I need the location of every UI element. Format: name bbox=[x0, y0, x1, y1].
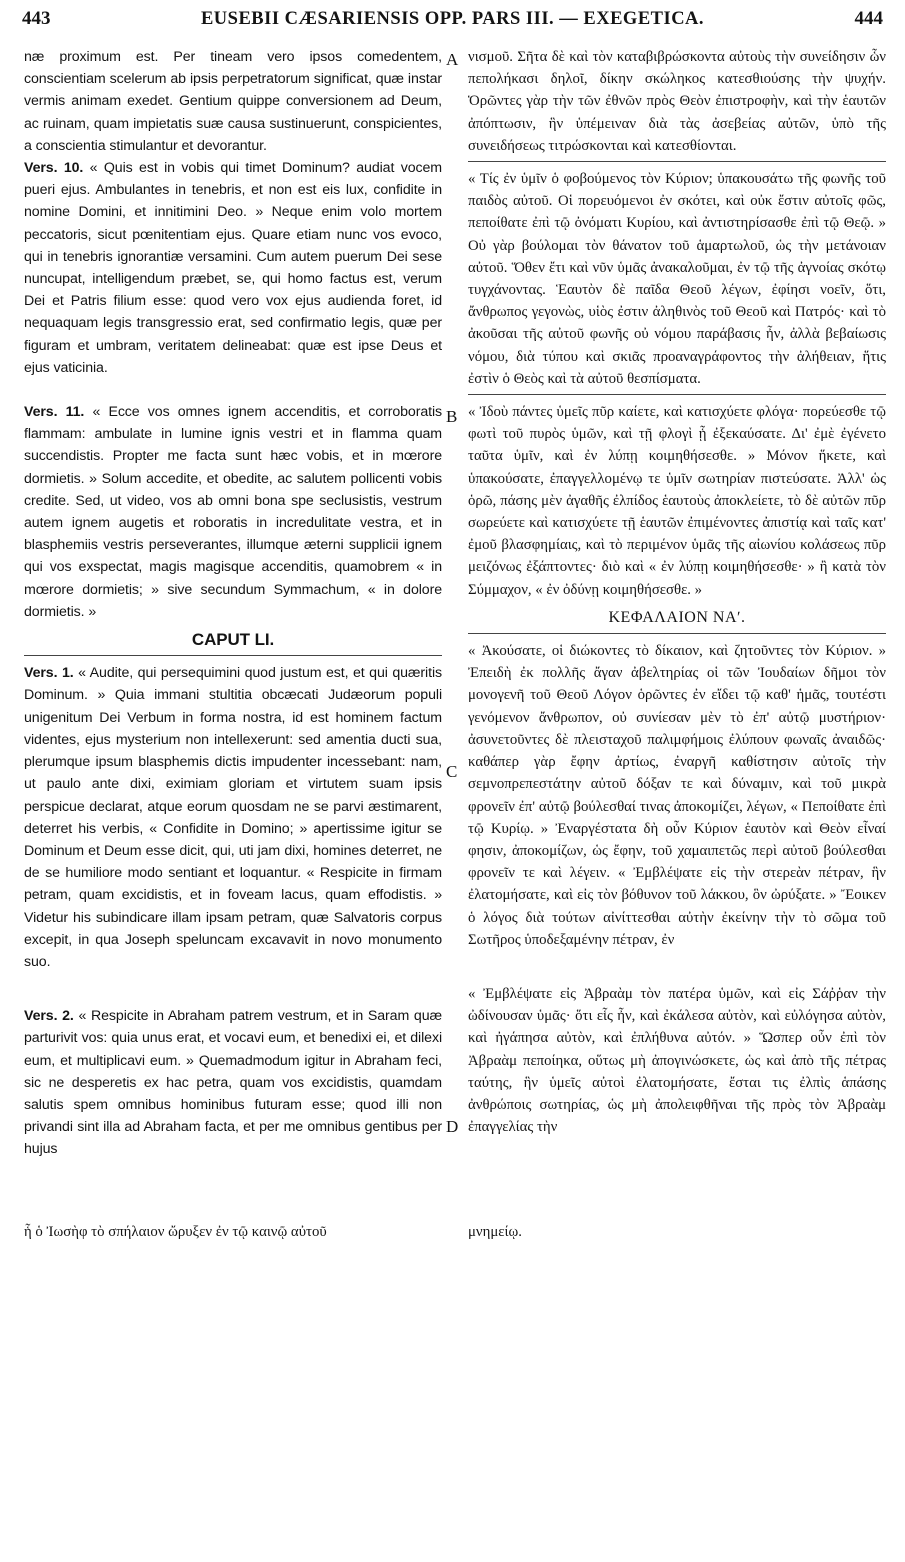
latin-paragraph: næ proximum est. Per tineam vero ipsos comedentem, conscientiam scelerum ab ipsis perpetratorum significat, quæ instar vermis animam exedet. Gentium quippe conversionem ad Deum, ac ruinam, quam impietatis suæ causa sustinuerunt, conspicientes, a conscientia stimulantur et devorantur. bbox=[24, 49, 442, 154]
latin-text: « Quis est in vobis qui timet Dominum? audiat vocem pueri ejus. Ambulantes in tenebris, et non est eis lux, confidite in nomine Domini, et innitimini Deo. » Neque enim volo mortem peccatoris, sicut pœnitentiam ejus. Quare etiam nunc vos evoco, qui in tenebris ignorantiæ versamini. Cum autem puerum Dei sese nuncupat, intelligendum præbet, se, qui homo factus est, verum Dei et Patris filium esse: quod vero vox ejus audienda foret, id nequaquam legis transgressio erat, sed confirmatio legis, quæ per figuram et umbram, veritatem delineabat: quæ est ipse Deus et ejus vaticinia. bbox=[24, 160, 442, 376]
verse-label: Vers. 11. bbox=[24, 404, 85, 421]
latin-text: « Ecce vos omnes ignem accenditis, et corroboratis flammam: ambulate in lumine ignis vestri et in flamma quam succendistis. Propter me facta sunt hæc vobis, et in mœrore dormietis. » Solum accedite, et obedite, ac salutem pollicenti vobis credite. Sed, ut video, vos ab omni bona spe seclusistis, vestrum autem ignem augetis et roboratis in incredulitate vestra, et in blasphemiis vestris perseverantes, illumque æterni supplicii ignem qui vos exspectat, magis magisque accenditis, quamobrem « in mœrore dormietis; » sive secundum Symmachum, « in dolore dormietis. » bbox=[24, 404, 442, 620]
left-page-number: 443 bbox=[22, 8, 51, 29]
latin-paragraph-vers-10 bbox=[24, 157, 442, 379]
verse-label: Vers. 10. bbox=[24, 160, 84, 177]
latin-paragraph-vers-11 bbox=[24, 401, 442, 623]
divider bbox=[468, 394, 886, 395]
greek-column bbox=[468, 46, 886, 1558]
latin-text: « Audite, qui persequimini quod justum est, et qui quæritis Dominum. » Quia immani stultitia obcæcati Judæorum populi unigenitum Dei Verbum in forma nostra, id est hominem factum videntes, ejus mysterium non intellexerunt: sed amentia ducti sua, plerumque ipsum blasphemis dictis impudenter incessebant: nam, ut paulo ante dixi, eximiam gloriam et virtutem suam ipsis perspicue declarat, atque eorum quosdam ne se parvi æstimarent, deterret his verbis, « Confidite in Domino; » apertissime igitur se Dominum et Deum esse dicit, qui, uti jam dixi, homines deterret, ne de se humiliore modo sentiant et loquantur. « Respicite in firmam petram, quam excidistis, et in foveam lacus, quam effodistis. » Videtur his subindicare illam ipsam petram, quæ Salvatoris corpus excepit, in qua Joseph speluncam excavavit in novo monumento suo. bbox=[24, 665, 442, 970]
caput-heading: CAPUT LI. bbox=[191, 630, 275, 650]
latin-paragraph-vers-1 bbox=[24, 662, 442, 973]
latin-paragraph-vers-2 bbox=[24, 1005, 442, 1160]
running-title: EUSEBII CÆSARIENSIS OPP. PARS III. — EXEGETICA. bbox=[200, 9, 705, 29]
right-page-number: 444 bbox=[854, 8, 883, 29]
greek-paragraph: « Ἀκούσατε, οἱ διώκοντες τὸ δίκαιον, καὶ ζητοῦντες τὸν Κύριον. » Ἐπειδὴ ἐκ πολλῆς ἄγαν ἀβελτηρίας οἱ τῶν Ἰουδαίων δῆμοι τὸν μονογενῆ τοῦ Θεοῦ Λόγον ὁρῶντες ἐν εἴδει τῷ καθ' ἡμᾶς, τουτέστι γενόμενον ἄνθρωπον, οὐ συνίεσαν μὲν τὸ ἐπ' αὐτῷ μυστήριον· ἀσυνετοῦντες δὲ πλεισταχοῦ παλιμφήμοις ἐλύπουν φωναῖς ἀναιδῶς· καθάπερ γὰρ ἔφην ἀρτίως, ἐναργῆ καθίστησιν αὐτοῖς τὴν σεμνοπρεπεστάτην αὐτοῦ δόξαν τε καὶ δύναμιν, καὶ τοῦ μικρὰ φρονεῖν ἐπ' αὐτῷ βούλεσθαί τινας ἀποκομίζει, λέγων, « Πεποίθατε ἐπὶ τῷ Κυρίῳ. » Ἐναργέστατα δὴ οὖν Κύριον ἑαυτὸν καὶ Θεὸν εἶναί φησιν, ἀποκομίζων, ὡς ἔφην, τοῦ χαμαιπετῶς περὶ αὐτοῦ βούλεσθαι φρονεῖν τε καὶ λέγειν. « Ἐμβλέψατε εἰς τὴν στερεὰν πέτραν, ἣν ἐλατομήσατε, καὶ εἰς τὸν βόθυνον τοῦ λάκκου, ὃν ὠρύξατε. » Ἔοικεν ὁ λόγος διὰ τούτων αἰνίττεσθαι αὐτὴν ἐκείνην τὴν τὸ σῶμα τοῦ Σωτῆρος ὑποδεξαμένην πέτραν, ἐν bbox=[468, 643, 886, 948]
divider bbox=[468, 633, 886, 634]
page-header bbox=[22, 8, 883, 38]
spanning-line-left: ἧ ὁ Ἰωσὴφ τὸ σπήλαιον ὤρυξεν ἐν τῷ καινῷ αὐτοῦ bbox=[24, 1224, 327, 1240]
spanning-greek-line bbox=[24, 1221, 886, 1243]
verse-label: Vers. 1. bbox=[24, 665, 74, 682]
latin-text: « Respicite in Abraham patrem vestrum, et in Saram quæ parturivit vos: quia unus erat, et vocavi eum, et benedixi ei, et dilexi eum, et multiplicavi eum. » Quemadmodum igitur in Abraham feci, sic ne desperetis ex hac petra, quam vos excidistis, quamdam salutis spem omnibus hominibus futuram esse; quod illi non privandi sint illa ad Abraham facta, et per me omnibus gentibus per hujus bbox=[24, 1008, 442, 1158]
greek-paragraph: « Ἐμβλέψατε εἰς Ἀβραὰμ τὸν πατέρα ὑμῶν, καὶ εἰς Σάῤῥαν τὴν ὠδίνουσαν ὑμᾶς· ὅτι εἷς ἦν, καὶ ἐκάλεσα αὐτὸν, καὶ εὐλόγησα αὐτὸν, καὶ ἠγάπησα αὐτὸν, καὶ ἐπλήθυνα αὐτόν. » Ὥσπερ οὖν ἐπὶ τὸν Ἀβραὰμ πεποίηκα, οὕτως μὴ ἀπογινώσκετε, ὡς καὶ ἀπὸ τῆς πέτρας ταύτης, ἣν ὑμεῖς αὐτοὶ ἐλατομήσατε, ἔσται τις ἐλπὶς ἁπάσης ἀνθρώποις σωτηρίας, ὡς μὴ ἀπολειφθῆναι τῆς πρὸς τὸν Ἀβραὰμ ἐπαγγελίας τὴν bbox=[468, 985, 886, 1136]
divider bbox=[468, 161, 886, 162]
greek-paragraph: νισμοῦ. Σῆτα δὲ καὶ τὸν καταβιβρώσκοντα αὐτοὺς τὴν συνείδησιν ὧν πεπολήκασι δηλοῖ, δίκην σκώληκος κατεσθιούσης τὴν ψυχήν. Ὁρῶντες γὰρ τὴν τῶν ἐθνῶν πρὸς Θεὸν ἐπιστροφὴν, καὶ τὴν ἑαυτῶν ἀπόπτωσιν, ἣν ὑπέμειναν διὰ τὰς ἀσεβείας αὐτῶν, ὑπὸ τῆς συνειδήσεως τιτρώσκονται καὶ κατεσθίονται. bbox=[468, 49, 886, 154]
latin-column bbox=[24, 46, 442, 1558]
greek-paragraph: « Ἰδοὺ πάντες ὑμεῖς πῦρ καίετε, καὶ κατισχύετε φλόγα· πορεύεσθε τῷ φωτὶ τοῦ πυρὸς ὑμῶν, καὶ τῇ φλογὶ ᾗ ἐξεκαύσατε. Δι' ἐμὲ ἐγένετο ταῦτα ὑμῖν, καὶ ἐν λύπῃ κοιμηθήσεσθε. » Μόνον ἥκετε, καὶ ὑπακούσατε, ἐπαγγελλομένῳ τε ὑμῖν σωτηρίαν πιστεύσατε. Ἀλλ' ὡς ὁρῶ, πάσης μὲν ἀγαθῆς ἐλπίδος ἑαυτοὺς ἀποκλείετε, τὸ δὲ αὐτῶν πῦρ σωρεύετε καὶ κατισχύετε τῇ ἑαυτῶν ἐπιμένοντες ἀπιστίᾳ καὶ ταῖς κατ' ἐμοῦ βλασφημίαις, καὶ τὸ περιμένον ὑμᾶς τῆς αἰωνίου κολάσεως πῦρ μειζόνως ἐξάπτοντες· διὸ καὶ « ἐν λύπῃ κοιμηθήσεσθε· » ἢ κατὰ τὸν Σύμμαχον, « ἐν ὀδύνῃ κοιμηθήσεσθε. » bbox=[468, 404, 886, 598]
greek-paragraph: « Τίς ἐν ὑμῖν ὁ φοβούμενος τὸν Κύριον; ὑπακουσάτω τῆς φωνῆς τοῦ παιδὸς αὐτοῦ. Οἱ πορευόμενοι ἐν σκότει, καὶ οὐκ ἔστιν αὐτοῖς φῶς, πεποίθατε ἐπὶ τῷ ὀνόματι Κυρίου, καὶ ἀντιστηρίσασθε ἐπὶ τῷ Θεῷ. » Οὐ γὰρ βούλομαι τὸν θάνατον τοῦ ἁμαρτωλοῦ, ὡς τὴν μετάνοιαν αὐτοῦ. Ὅθεν ἔτι καὶ νῦν ὑμᾶς ἀνακαλοῦμαι, ἐν τῷ τῆς ἀγνοίας σκότῳ τυγχάνοντας. Ἑαυτὸν δὲ παῖδα Θεοῦ λέγων, ἐφίησι νοεῖν, ὅτι, ἄνθρωπος γεγονὼς, υἱὸς ἐστιν ἀληθινὸς τοῦ Θεοῦ καὶ Πατρός· καὶ τὸ ἀκοῦσαι τῆς αὐτοῦ φωνῆς οὐ νόμου παράβασις ἦν, ἀλλὰ βεβαίωσις νόμου, διὰ τύπου καὶ σκιᾶς προαναγράφοντος τὴν ἀλήθειαν, ἥτις ἐστὶν ὁ Θεὸς καὶ τὰ αὐτοῦ θεσπίσματα. bbox=[468, 171, 886, 387]
verse-label: Vers. 2. bbox=[24, 1008, 74, 1025]
margin-marker-b: B bbox=[446, 407, 458, 426]
margin-marker-a: A bbox=[446, 50, 459, 69]
spanning-line-right: μνημείῳ. bbox=[468, 1224, 522, 1240]
margin-marker-d: D bbox=[446, 1117, 459, 1136]
margin-marker-c: C bbox=[446, 762, 458, 781]
kephalaion-heading: ΚΕΦΑΛΑΙΟΝ ΝΑʹ. bbox=[608, 608, 746, 626]
divider bbox=[24, 655, 442, 656]
